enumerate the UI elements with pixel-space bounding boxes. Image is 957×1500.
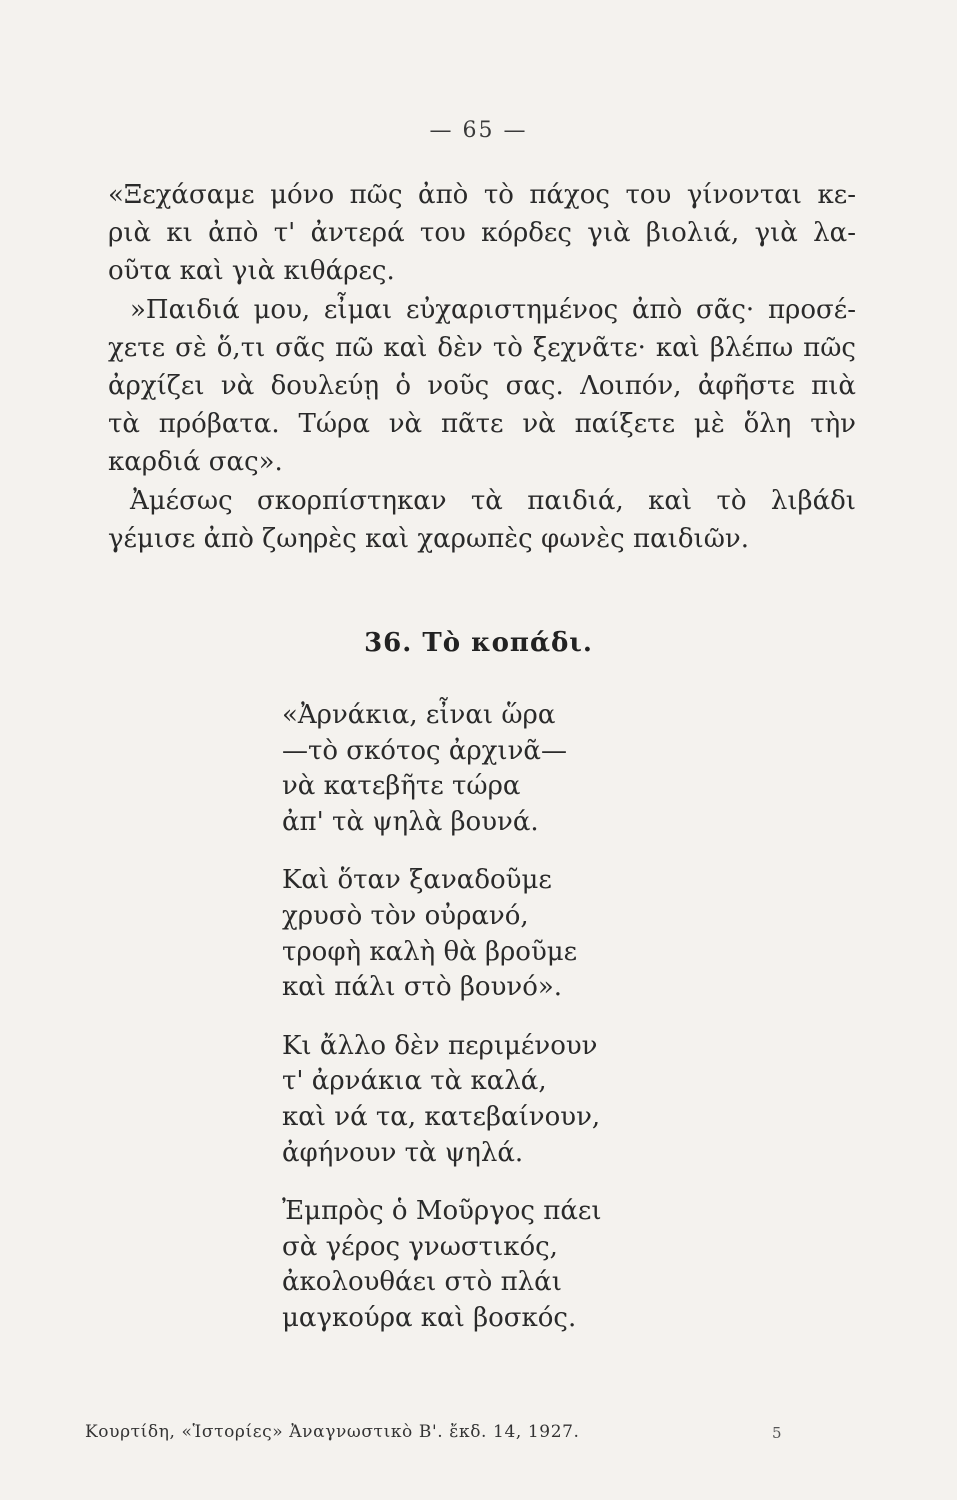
prose-line: «Ξεχάσαμε μόνο πῶς ἀπὸ τὸ πάχος του γίνονται κε- [108,180,856,210]
poem-verse: «Ἀρνάκια, εἶναι ὥρα [282,700,556,730]
prose-line: Ἀμέσως σκορπίστηκαν τὰ παιδιά, καὶ τὸ λιβάδι [130,485,856,516]
prose-line: ριὰ κι ἀπὸ τ' ἀντερά του κόρδες γιὰ βιολιά, γιὰ λα- [108,218,856,249]
prose-line: χετε σὲ ὅ,τι σᾶς πῶ καὶ δὲν τὸ ξεχνᾶτε· καὶ βλέπω πῶς [108,332,856,363]
footer-citation: Κουρτίδη, «Ἱστορίες» Ἀναγνωστικὸ Β'. ἔκδ. 14, 1927. [85,1422,580,1442]
section-title: 36. Τὸ κοπάδι. [364,628,593,658]
poem [282,698,802,1360]
poem-stanza [282,1194,802,1336]
poem-verse: ἀφήνουν τὰ ψηλά. [282,1137,524,1168]
poem-verse: σὰ γέρος γνωστικός, [282,1231,558,1262]
prose-line: τὰ πρόβατα. Τώρα νὰ πᾶτε νὰ παίξετε μὲ ὅλη τὴν [108,409,856,440]
poem-verse: χρυσὸ τὸν οὐρανό, [282,900,529,931]
page-number: — 65 — [429,118,528,143]
poem-stanza [282,863,802,1005]
prose-line: ἀρχίζει νὰ δουλεύῃ ὁ νοῦς σας. Λοιπόν, ἀφῆστε πιὰ [108,371,856,402]
poem-verse: νὰ κατεβῆτε τώρα [282,771,521,802]
prose-line: »Παιδιά μου, εἶμαι εὐχαριστημένος ἀπὸ σᾶς· προσέ- [130,294,856,325]
poem-verse: ἀκολουθάει στὸ πλάι [282,1267,562,1298]
poem-verse: καὶ πάλι στὸ βουνό». [282,972,563,1003]
footer-mark: 5 [772,1424,782,1442]
poem-verse: καὶ νά τα, κατεβαίνουν, [282,1101,601,1132]
poem-verse: ἀπ' τὰ ψηλὰ βουνά. [282,806,539,837]
prose-line: καρδιά σας». [108,447,283,478]
poem-verse: Καὶ ὅταν ξαναδοῦμε [282,865,552,896]
poem-stanza [282,1029,802,1171]
poem-verse: τροφὴ καλὴ θὰ βροῦμε [282,936,578,967]
prose-paragraphs [108,176,856,558]
prose-line: γέμισε ἀπὸ ζωηρὲς καὶ χαρωπὲς φωνὲς παιδιῶν. [108,523,749,554]
poem-verse: τ' ἀρνάκια τὰ καλά, [282,1066,547,1097]
prose-line: οῦτα καὶ γιὰ κιθάρες. [108,256,395,287]
poem-verse: —τὸ σκότος ἀρχινᾶ— [282,735,567,766]
poem-stanza [282,698,802,840]
poem-verse: Ἐμπρὸς ὁ Μοῦργος πάει [282,1196,602,1227]
poem-verse: Κι ἄλλο δὲν περιμένουν [282,1030,598,1061]
poem-verse: μαγκούρα καὶ βοσκός. [282,1302,577,1333]
